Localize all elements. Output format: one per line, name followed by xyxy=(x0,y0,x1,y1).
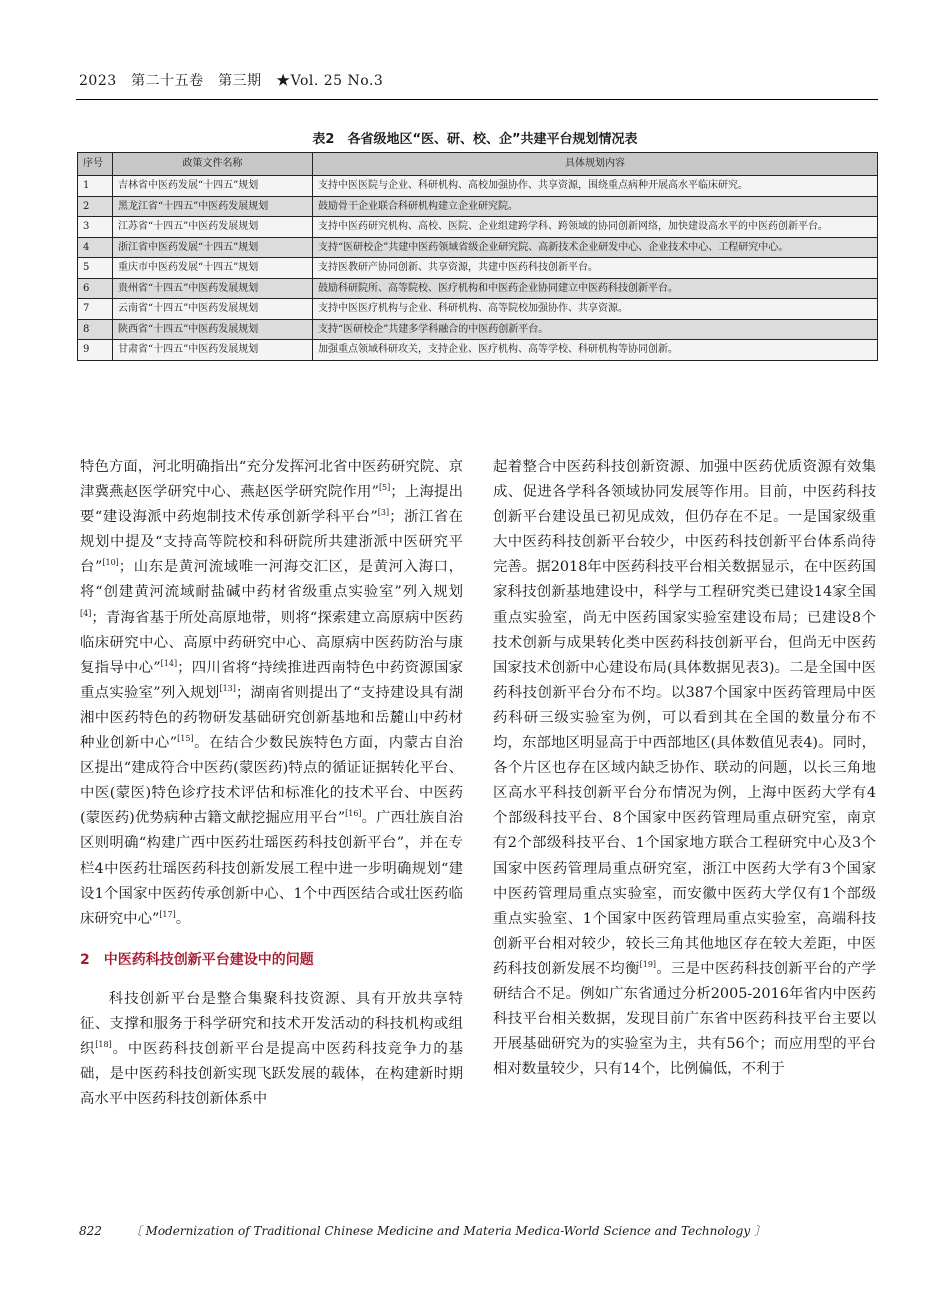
row-policy-name: 甘肃省“十四五”中医药发展规划 xyxy=(113,340,313,361)
table-header-row xyxy=(78,153,878,176)
row-policy-name: 贵州省“十四五”中医药发展规划 xyxy=(113,278,313,299)
row-policy-name: 吉林省中医药发展“十四五”规划 xyxy=(113,176,313,197)
table-row xyxy=(78,340,878,361)
row-plan-content: 支持中医医疗机构与企业、科研机构、高等院校加强协作、共享资源。 xyxy=(313,299,878,320)
text-run: ；浙江省在规划中提及“支持高等院校和科研院所共建浙派中医研究平台” xyxy=(80,509,463,576)
row-policy-name: 陕西省“十四五”中医药发展规划 xyxy=(113,319,313,340)
row-no: 6 xyxy=(78,278,113,299)
row-plan-content: 鼓励科研院所、高等院校、医疗机构和中医药企业协同建立中医药科技创新平台。 xyxy=(313,278,878,299)
citation-ref: [14] xyxy=(160,658,178,668)
header-content: 具体规划内容 xyxy=(313,153,878,176)
text-run: ；山东是黄河流域唯一河海交汇区，是黄河入海口，将“创建黄河流域耐盐碱中药材省级重点实验室”列入规划 xyxy=(80,559,463,601)
body-paragraph xyxy=(493,455,876,1082)
row-no: 4 xyxy=(78,237,113,258)
header-rule xyxy=(76,99,878,100)
citation-ref: [4] xyxy=(80,608,92,618)
text-run: ；青海省基于所处高原地带，则将“探索建立高原病中医药临床研究中心、高原中药研究中心、高原病中医药防治与康复指导中心” xyxy=(80,609,463,676)
citation-ref: [15] xyxy=(177,734,194,744)
row-no: 8 xyxy=(78,319,113,340)
table-row xyxy=(78,217,878,238)
row-policy-name: 江苏省“十四五”中医药发展规划 xyxy=(113,217,313,238)
table-row xyxy=(78,237,878,258)
table-row xyxy=(78,319,878,340)
row-no: 5 xyxy=(78,258,113,279)
citation-ref: [16] xyxy=(345,809,362,819)
row-no: 9 xyxy=(78,340,113,361)
text-run: ；湖南省则提出了“支持建设具有湖湘中医药特色的药物研发基础研究创新基地和岳麓山中药材种业创新中心” xyxy=(80,684,463,752)
row-no: 1 xyxy=(78,176,113,197)
text-run: 。三是中医药科技创新平台的产学研结合不足。例如广东省通过分析2005-2016年省内中医药科技平台相关数据，发现目前广东省中医药科技平台主要以开展基础研究为的实验室为主，共有56个；而应用型的平台相对数量较少，只有14个，比例偏低，不利于 xyxy=(493,960,876,1078)
row-no: 3 xyxy=(78,217,113,238)
running-header: 2023 第二十五卷 第三期 ★Vol. 25 No.3 xyxy=(79,73,384,89)
table-row xyxy=(78,278,878,299)
row-plan-content: 支持中医医院与企业、科研机构、高校加强协作、共享资源，围绕重点病种开展高水平临床研究。 xyxy=(313,176,878,197)
journal-name: 〔 Modernization of Traditional Chinese Medicine and Materia Medica-World Science and Technology 〕 xyxy=(129,1224,766,1238)
table-row xyxy=(78,258,878,279)
body-paragraph xyxy=(80,455,463,932)
text-run: 。广西壮族自治区则明确“构建广西中医药壮瑶医药科技创新平台”，并在专栏4中医药壮瑶医药科技创新发展工程中进一步明确规划“建设1个国家中医药传承创新中心、1个中西医结合或壮医药临床研究中心” xyxy=(80,810,463,927)
left-column xyxy=(80,455,463,1112)
text-run: 。 xyxy=(175,910,191,927)
row-plan-content: 支持“医研校企”共建中医药领域省级企业研究院、高新技术企业研发中心、企业技术中心、工程研究中心。 xyxy=(313,237,878,258)
text-run: 。在结合少数民族特色方面，内蒙古自治区提出“建成符合中医药(蒙医药)特点的循证证据转化平台、中医(蒙医)特色诊疗技术评估和标准化的技术平台、中医药(蒙医药)优势病种古籍文献挖掘应用平台” xyxy=(80,735,463,827)
text-run: ；四川省将“持续推进西南特色中药资源国家重点实验室”列入规划 xyxy=(80,659,464,701)
row-policy-name: 黑龙江省“十四五”中医药发展规划 xyxy=(113,196,313,217)
text-run: 科技创新平台是整合集聚科技资源、具有开放共享特征、支撑和服务于科学研究和技术开发活动的科技机构或组织 xyxy=(80,990,463,1058)
body-paragraph xyxy=(80,987,463,1112)
table-row xyxy=(78,176,878,197)
text-run: 。中医药科技创新平台是提高中医药科技竞争力的基础，是中医药科技创新实现飞跃发展的载体，在构建新时期高水平中医药科技创新体系中 xyxy=(80,1041,463,1108)
row-no: 7 xyxy=(78,299,113,320)
table-row xyxy=(78,196,878,217)
row-plan-content: 加强重点领域科研攻关，支持企业、医疗机构、高等学校、科研机构等协同创新。 xyxy=(313,340,878,361)
citation-ref: [5] xyxy=(378,483,391,493)
text-run: ；上海提出要“建设海派中药炮制技术传承创新学科平台” xyxy=(80,484,463,526)
citation-ref: [17] xyxy=(159,909,176,919)
row-policy-name: 云南省“十四五”中医药发展规划 xyxy=(113,299,313,320)
plan-table xyxy=(77,152,878,361)
page-number: 822 xyxy=(79,1224,102,1238)
header-name: 政策文件名称 xyxy=(113,153,313,176)
citation-ref: [18] xyxy=(95,1040,112,1050)
citation-ref: [10] xyxy=(102,558,119,568)
right-column xyxy=(493,455,876,1082)
row-no: 2 xyxy=(78,196,113,217)
row-plan-content: 鼓励骨干企业联合科研机构建立企业研究院。 xyxy=(313,196,878,217)
section-heading: 2 中医药科技创新平台建设中的问题 xyxy=(80,951,314,968)
table-row xyxy=(78,299,878,320)
citation-ref: [3] xyxy=(377,508,390,518)
row-policy-name: 重庆市中医药发展“十四五”规划 xyxy=(113,258,313,279)
row-policy-name: 浙江省中医药发展“十四五”规划 xyxy=(113,237,313,258)
row-plan-content: 支持“医研校企”共建多学科融合的中医药创新平台。 xyxy=(313,319,878,340)
text-run: 起着整合中医药科技创新资源、加强中医药优质资源有效集成、促进各学科各领域协同发展等作用。目前，中医药科技创新平台建设虽已初见成效，但仍存在不足。一是国家级重大中医药科技创新平台较少，中医药科技创新平台体系尚待完善。据2018年中医药科技平台相关数据显示，在中医药国家科技创新基地建设中，科学与工程研究类已建设14家全国重点实验室，尚无中医药国家实验室建设布局；已建设8个技术创新与成果转化类中医药科技创新平台，但尚无中医药国家技术创新中心建设布局(具体数据见表3)。二是全国中医药科技创新平台分布不均。以387个国家中医药管理局中医药科研三级实验室为例，可以看到其在全国的数量分布不均，东部地区明显高于中西部地区(具体数值见表4)。同时，各个片区也存在区域内缺乏协作、联动的问题，以长三角地区高水平科技创新平台分布情况为例，上海中医药大学有4个部级科技平台、8个国家中医药管理局重点研究室，南京有2个部级科技平台、1个国家地方联合工程研究中心及3个国家中医药管理局重点研究室，浙江中医药大学有3个国家中医药管理局重点实验室，而安徽中医药大学仅有1个部级重点实验室、1个国家中医药管理局重点实验室，高端科技创新平台相对较少，较长三角其他地区存在较大差距，中医药科技创新发展不均衡 xyxy=(493,459,876,977)
header-no: 序号 xyxy=(78,153,113,176)
citation-ref: [13] xyxy=(219,684,236,694)
table-title: 表2 各省级地区“医、研、校、企”共建平台规划情况表 xyxy=(312,132,638,147)
page-footer xyxy=(79,1222,766,1239)
citation-ref: [19] xyxy=(639,960,657,970)
row-plan-content: 支持中医药研究机构、高校、医院、企业组建跨学科、跨领域的协同创新网络，加快建设高水平的中医药创新平台。 xyxy=(313,217,878,238)
text-run: 特色方面，河北明确指出“充分发挥河北省中医药研究院、京津冀燕赵医学研究中心、燕赵医学研究院作用” xyxy=(80,459,463,501)
row-plan-content: 支持医教研产协同创新、共享资源，共建中医药科技创新平台。 xyxy=(313,258,878,279)
